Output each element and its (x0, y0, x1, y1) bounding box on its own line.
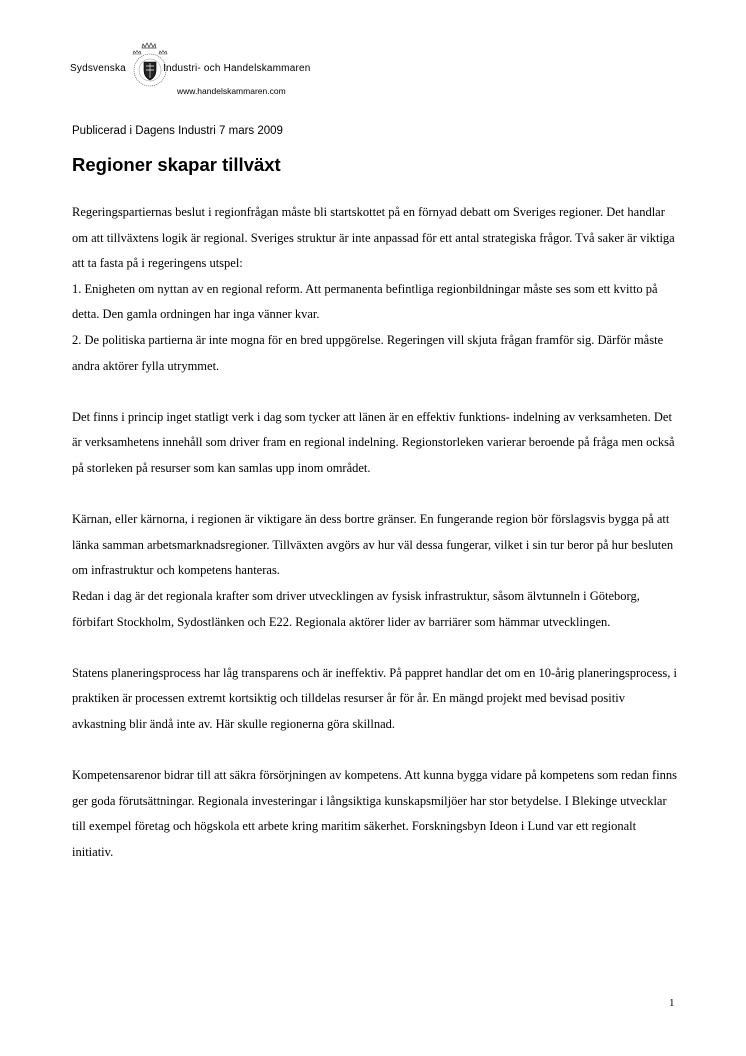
paragraph (72, 661, 678, 738)
article-body (72, 200, 678, 891)
letterhead (70, 40, 390, 100)
paragraph-line: Statens planeringsprocess har låg transparens och är ineffektiv. På pappret handlar det om en 10-årig planeringsprocess, i praktiken är processen extremt kortsiktig och tilldelas resurser år för år. En mängd projekt med bevisad positiv avkastning blir ändå inte av. Här skulle regionerna göra skillnad. (72, 665, 678, 731)
paragraph-line: Det finns i princip inget statligt verk i dag som tycker att länen är en effektiv funktions- indelning av verksamheten. Det är verksamhetens innehåll som driver fram en regional indelning. Regionstorleken varierar beroende på fråga men också på storleken på resurser som kan samlas upp inom området. (72, 409, 675, 475)
website-link[interactable]: www.handelskammaren.com (177, 86, 286, 96)
article-title: Regioner skapar tillväxt (72, 154, 281, 175)
paragraph-line: Redan i dag är det regionala krafter som driver utvecklingen av fysisk infrastruktur, såsom älvtunneln i Göteborg, förbifart Stockholm, Sydostlänken och E22. Regionala aktörer lider av barriärer som hämmar utvecklingen. (72, 588, 640, 629)
org-name-left: Sydsvenska (70, 63, 126, 74)
paragraph-line: 1. Enigheten om nyttan av en regional reform. Att permanenta befintliga regionbildningar måste ses som ett kvitto på detta. Den gamla ordningen har inga vänner kvar. (72, 281, 658, 322)
org-name-right: Industri- och Handelskammaren (163, 63, 311, 74)
publication-note: Publicerad i Dagens Industri 7 mars 2009 (72, 125, 283, 137)
paragraph (72, 507, 678, 635)
page-number: 1 (669, 997, 675, 1009)
paragraph (72, 200, 678, 379)
paragraph (72, 405, 678, 482)
paragraph-line: Regeringspartiernas beslut i regionfrågan måste bli startskottet på en förnyad debatt om Sveriges regioner. Det handlar om att tillväxtens logik är regional. Sveriges struktur är inte anpassad för ett antal strategiska frågor. Två saker är viktiga att ta fasta på i regeringens utspel: (72, 205, 675, 271)
paragraph (72, 763, 678, 865)
paragraph-line: 2. De politiska partierna är inte mogna för en bred uppgörelse. Regeringen vill skjuta frågan framför sig. Därför måste andra aktörer fylla utrymmet. (72, 332, 664, 373)
paragraph-line: Kompetensarenor bidrar till att säkra försörjningen av kompetens. Att kunna bygga vidare på kompetens som redan finns ger goda förutsättningar. Regionala investeringar i långsiktiga kunskapsmiljöer har stor betydelse. I Blekinge utvecklar till exempel företag och högskola ett arbete kring maritim säkerhet. Forskningsbyn Ideon i Lund var ett regionalt initiativ. (72, 768, 678, 859)
paragraph-line: Kärnan, eller kärnorna, i regionen är viktigare än dess bortre gränser. En fungerande region bör förslagsvis bygga på att länka samman arbetsmarknadsregioner. Tillväxten avgörs av hur väl dessa fungerar, vilket i sin tur beror på hur besluten om infrastruktur och kompetens hanteras. (72, 512, 674, 578)
